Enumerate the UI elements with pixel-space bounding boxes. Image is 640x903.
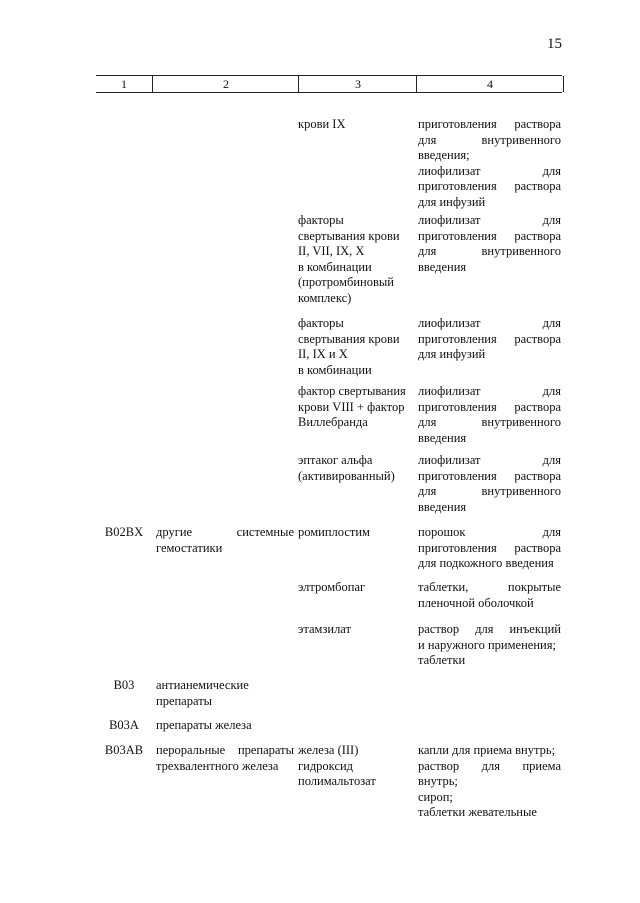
text-line: для подкожного введения [418, 556, 554, 571]
text-line: сироп; [418, 789, 453, 804]
drug-name [298, 453, 412, 484]
text-line: пероральные препараты [156, 743, 294, 757]
drug-name [298, 316, 412, 378]
text-line: раствор для инъекций [418, 622, 561, 636]
page-number: 15 [547, 36, 562, 52]
text-line: приготовления раствора [418, 399, 561, 414]
text-line: порошок для [418, 525, 561, 539]
text-line: II, IX и X [298, 347, 348, 362]
text-line: гидроксид [298, 758, 354, 773]
text-line: приготовления раствора [418, 228, 561, 243]
text-line: лиофилизат для [418, 453, 561, 467]
text-line: этамзилат [298, 622, 351, 636]
text-line: приготовления раствора [418, 117, 561, 131]
text-line: приготовления раствора [418, 540, 561, 555]
text-line: и наружного применения; [418, 637, 556, 652]
dosage-form [418, 384, 561, 446]
atc-code: B03A [109, 718, 139, 732]
header-col-2: 2 [152, 76, 299, 92]
dosage-form [418, 743, 561, 821]
text-line: таблетки, покрытые [418, 580, 561, 594]
text-line: железа (III) [298, 743, 359, 757]
text-line: введения [418, 499, 467, 514]
text-line: свертывания крови [298, 331, 400, 346]
text-line: в комбинации [298, 259, 372, 274]
text-line: Виллебранда [298, 415, 368, 430]
text-line: элтромбопаг [298, 580, 366, 594]
dosage-form [418, 453, 561, 515]
text-line: для внутривенного [418, 132, 561, 147]
drug-name [298, 622, 412, 638]
text-line: антианемические [156, 678, 249, 692]
text-line: (активированный) [298, 468, 395, 483]
text-line: ромиплостим [298, 525, 370, 539]
text-line: введения; [418, 148, 470, 163]
text-line: полимальтозат [298, 774, 376, 789]
text-line: (протромбиновый [298, 275, 394, 290]
drug-name [298, 525, 412, 541]
drug-name [298, 213, 412, 307]
drug-name [298, 580, 412, 596]
dosage-form [418, 213, 561, 275]
text-line: для внутривенного [418, 415, 561, 430]
text-line: комплекс) [298, 290, 352, 305]
text-line: приготовления раствора [418, 179, 561, 194]
text-line: факторы [298, 213, 344, 227]
header-col-1: 1 [121, 77, 127, 91]
text-line: приготовления раствора [418, 468, 561, 483]
atc-group-name [156, 678, 294, 709]
dosage-form [418, 622, 561, 669]
text-line: в комбинации [298, 362, 372, 377]
text-line: фактор свертывания [298, 384, 406, 398]
dosage-form [418, 525, 561, 572]
text-line: для внутривенного [418, 244, 561, 259]
text-line: лиофилизат для [418, 316, 561, 330]
text-line: лиофилизат для [418, 163, 561, 178]
text-line: для инфузий [418, 347, 486, 362]
table-header-row [96, 75, 562, 93]
text-line: препараты [156, 693, 213, 708]
header-col-4: 4 [416, 76, 564, 92]
text-line: введения [418, 430, 467, 445]
drug-name [298, 117, 412, 133]
drug-name [298, 743, 412, 790]
atc-group-name [156, 743, 294, 774]
text-line: введения [418, 259, 467, 274]
text-line: факторы [298, 316, 344, 330]
atc-code: B02BX [104, 525, 144, 539]
dosage-form [418, 117, 561, 211]
text-line: эптаког альфа [298, 453, 373, 467]
dosage-form [418, 580, 561, 611]
text-line: гемостатики [156, 540, 223, 555]
text-line: приготовления раствора [418, 331, 561, 346]
text-line: таблетки [418, 653, 466, 668]
text-line: лиофилизат для [418, 213, 561, 227]
text-line: препараты железа [156, 718, 252, 732]
drug-name [298, 384, 412, 431]
text-line: капли для приема внутрь; [418, 743, 556, 757]
atc-group-name [156, 718, 294, 734]
atc-code: B03AB [104, 743, 144, 757]
text-line: пленочной оболочкой [418, 595, 534, 610]
text-line: для внутривенного [418, 484, 561, 499]
text-line: внутрь; [418, 774, 458, 789]
text-line: лиофилизат для [418, 384, 561, 398]
text-line: другие системные [156, 525, 294, 539]
text-line: раствор для приема [418, 758, 561, 773]
text-line: свертывания крови [298, 228, 400, 243]
text-line: трехвалентного железа [156, 758, 279, 773]
atc-group-name [156, 525, 294, 556]
header-col-3: 3 [298, 76, 417, 92]
text-line: крови IX [298, 117, 346, 131]
text-line: крови VIII + фактор [298, 399, 405, 414]
atc-code: B03 [113, 678, 135, 692]
dosage-form [418, 316, 561, 363]
text-line: таблетки жевательные [418, 805, 537, 820]
text-line: для инфузий [418, 194, 486, 209]
text-line: II, VII, IX, X [298, 244, 365, 259]
